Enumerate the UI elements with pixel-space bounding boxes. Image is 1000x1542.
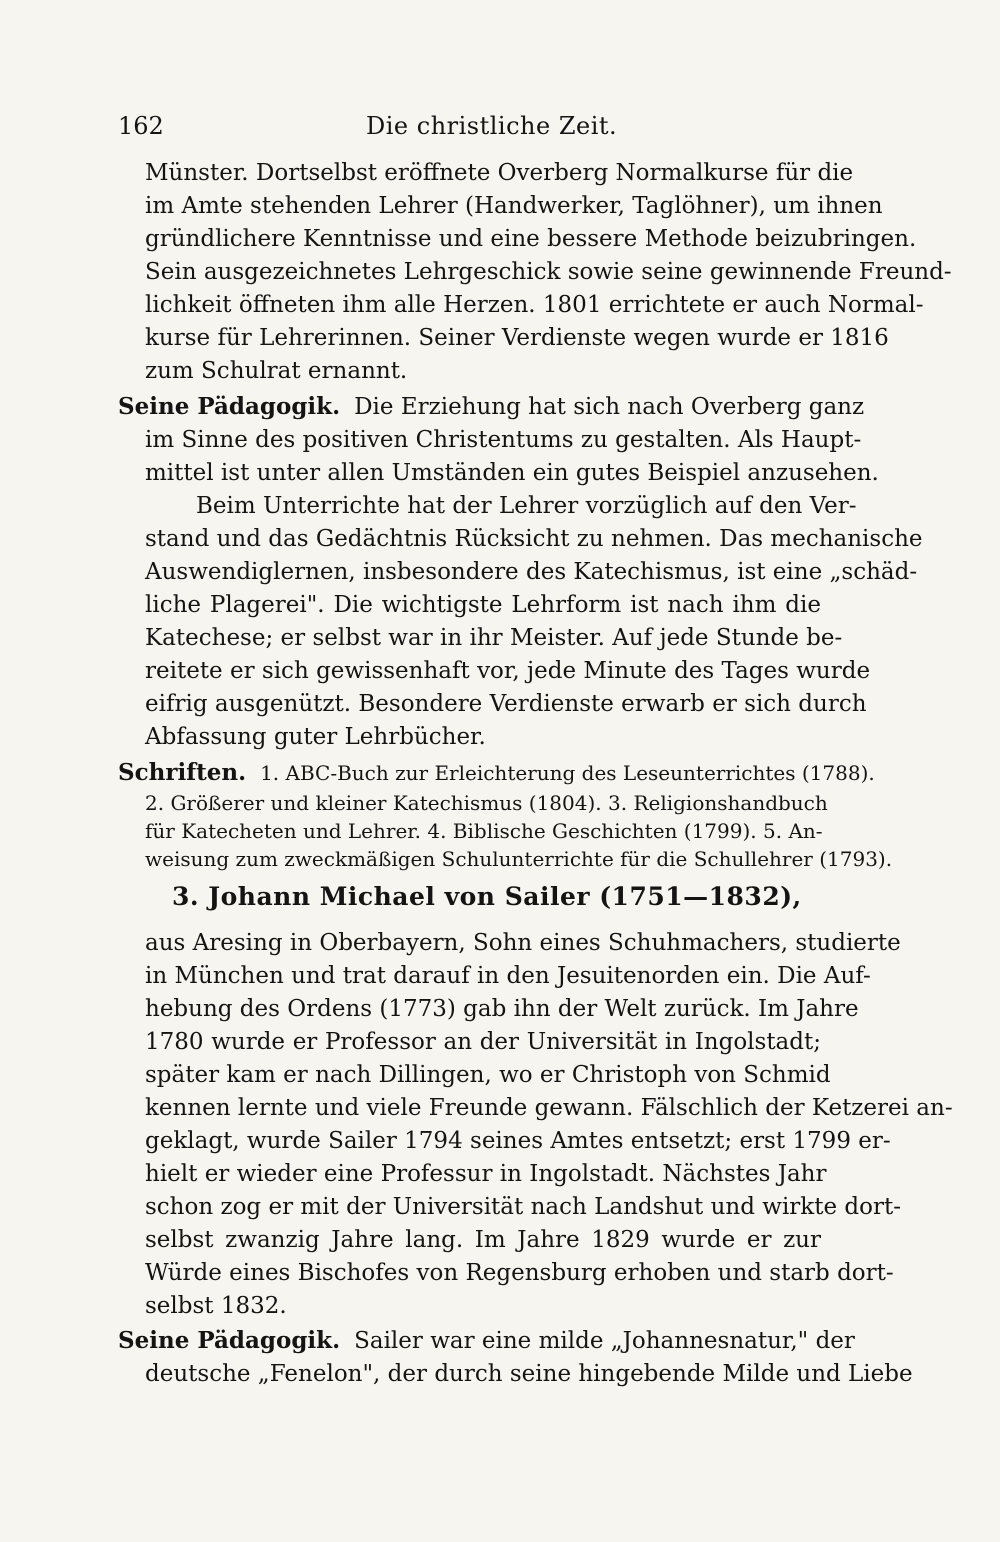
text-line: im Amte stehenden Lehrer (Handwerker, Taglöhner), um ihnen (145, 193, 883, 219)
side-heading: Seine Pädagogik. (118, 393, 341, 420)
running-title: Die christliche Zeit. (366, 112, 618, 140)
text-line: reitete er sich gewissenhaft vor, jede Minute des Tages wurde (145, 658, 871, 684)
section-heading-sailer: 3. Johann Michael von Sailer (1751—1832), (172, 882, 802, 911)
side-heading: Schriften. (118, 759, 247, 786)
text-line: eifrig ausgenützt. Besondere Verdienste erwarb er sich durch (145, 691, 867, 717)
text-line: in München und trat darauf in den Jesuitenorden ein. Die Auf- (145, 963, 871, 989)
text-line: zum Schulrat ernannt. (145, 358, 408, 384)
text-line: aus Aresing in Oberbayern, Sohn eines Schuhmachers, studierte (145, 930, 901, 956)
text-line: Abfassung guter Lehrbücher. (145, 724, 486, 750)
text-line: geklagt, wurde Sailer 1794 seines Amtes entsetzt; erst 1799 er- (145, 1128, 891, 1154)
text-line: deutsche „Fenelon", der durch seine hingebende Milde und Liebe (145, 1361, 913, 1387)
text-line: für Katecheten und Lehrer. 4. Biblische Geschichten (1799). 5. An- (145, 819, 823, 843)
side-heading: Seine Pädagogik. (118, 1327, 341, 1354)
text-line: mittel ist unter allen Umständen ein gutes Beispiel anzusehen. (145, 460, 879, 486)
text-line: hebung des Ordens (1773) gab ihn der Welt zurück. Im Jahre (145, 996, 859, 1022)
page-header (118, 112, 820, 148)
text-line: Münster. Dortselbst eröffnete Overberg Normalkurse für die (145, 160, 854, 186)
text-line: Auswendiglernen, insbesondere des Katechismus, ist eine „schäd- (145, 559, 918, 585)
text-line: kurse für Lehrerinnen. Seiner Verdienste wegen wurde er 1816 (145, 325, 889, 351)
text-line: hielt er wieder eine Professur in Ingolstadt. Nächstes Jahr (145, 1161, 827, 1187)
text-line: schon zog er mit der Universität nach Landshut und wirkte dort- (145, 1194, 901, 1220)
text-line: weisung zum zweckmäßigen Schulunterrichte für die Schullehrer (1793). (145, 847, 893, 871)
page-number: 162 (118, 112, 164, 140)
text-line: Würde eines Bischofes von Regensburg erhoben und starb dort- (145, 1260, 894, 1286)
text-line (118, 758, 875, 788)
text-line: lichkeit öffneten ihm alle Herzen. 1801 errichtete er auch Normal- (145, 292, 924, 318)
side-heading-text: 1. ABC-Buch zur Erleichterung des Leseunterrichtes (1788). (260, 761, 875, 785)
text-line: stand und das Gedächtnis Rücksicht zu nehmen. Das mechanische (145, 526, 923, 552)
text-line: Sein ausgezeichnetes Lehrgeschick sowie seine gewinnende Freund- (145, 259, 952, 285)
text-line: 1780 wurde er Professor an der Universität in Ingolstadt; (145, 1029, 821, 1055)
text-line: Beim Unterrichte hat der Lehrer vorzüglich auf den Ver- (196, 493, 857, 519)
text-line: kennen lernte und viele Freunde gewann. Fälschlich der Ketzerei an- (145, 1095, 953, 1121)
side-heading-text: Sailer war eine milde „Johannesnatur," der (354, 1328, 855, 1354)
side-heading-text: Die Erziehung hat sich nach Overberg ganz (354, 394, 865, 420)
text-line: Katechese; er selbst war in ihr Meister. Auf jede Stunde be- (145, 625, 843, 651)
text-line (118, 1326, 855, 1356)
text-line: selbst zwanzig Jahre lang. Im Jahre 1829 wurde er zur (145, 1227, 821, 1253)
text-line: liche Plagerei". Die wichtigste Lehrform ist nach ihm die (145, 592, 821, 618)
text-line: 2. Größerer und kleiner Katechismus (1804). 3. Religionshandbuch (145, 791, 828, 815)
text-line: später kam er nach Dillingen, wo er Christoph von Schmid (145, 1062, 831, 1088)
text-line (118, 392, 865, 422)
text-line: im Sinne des positiven Christentums zu gestalten. Als Haupt- (145, 427, 862, 453)
text-line: gründlichere Kenntnisse und eine bessere Methode beizubringen. (145, 226, 917, 252)
text-line: selbst 1832. (145, 1293, 287, 1319)
